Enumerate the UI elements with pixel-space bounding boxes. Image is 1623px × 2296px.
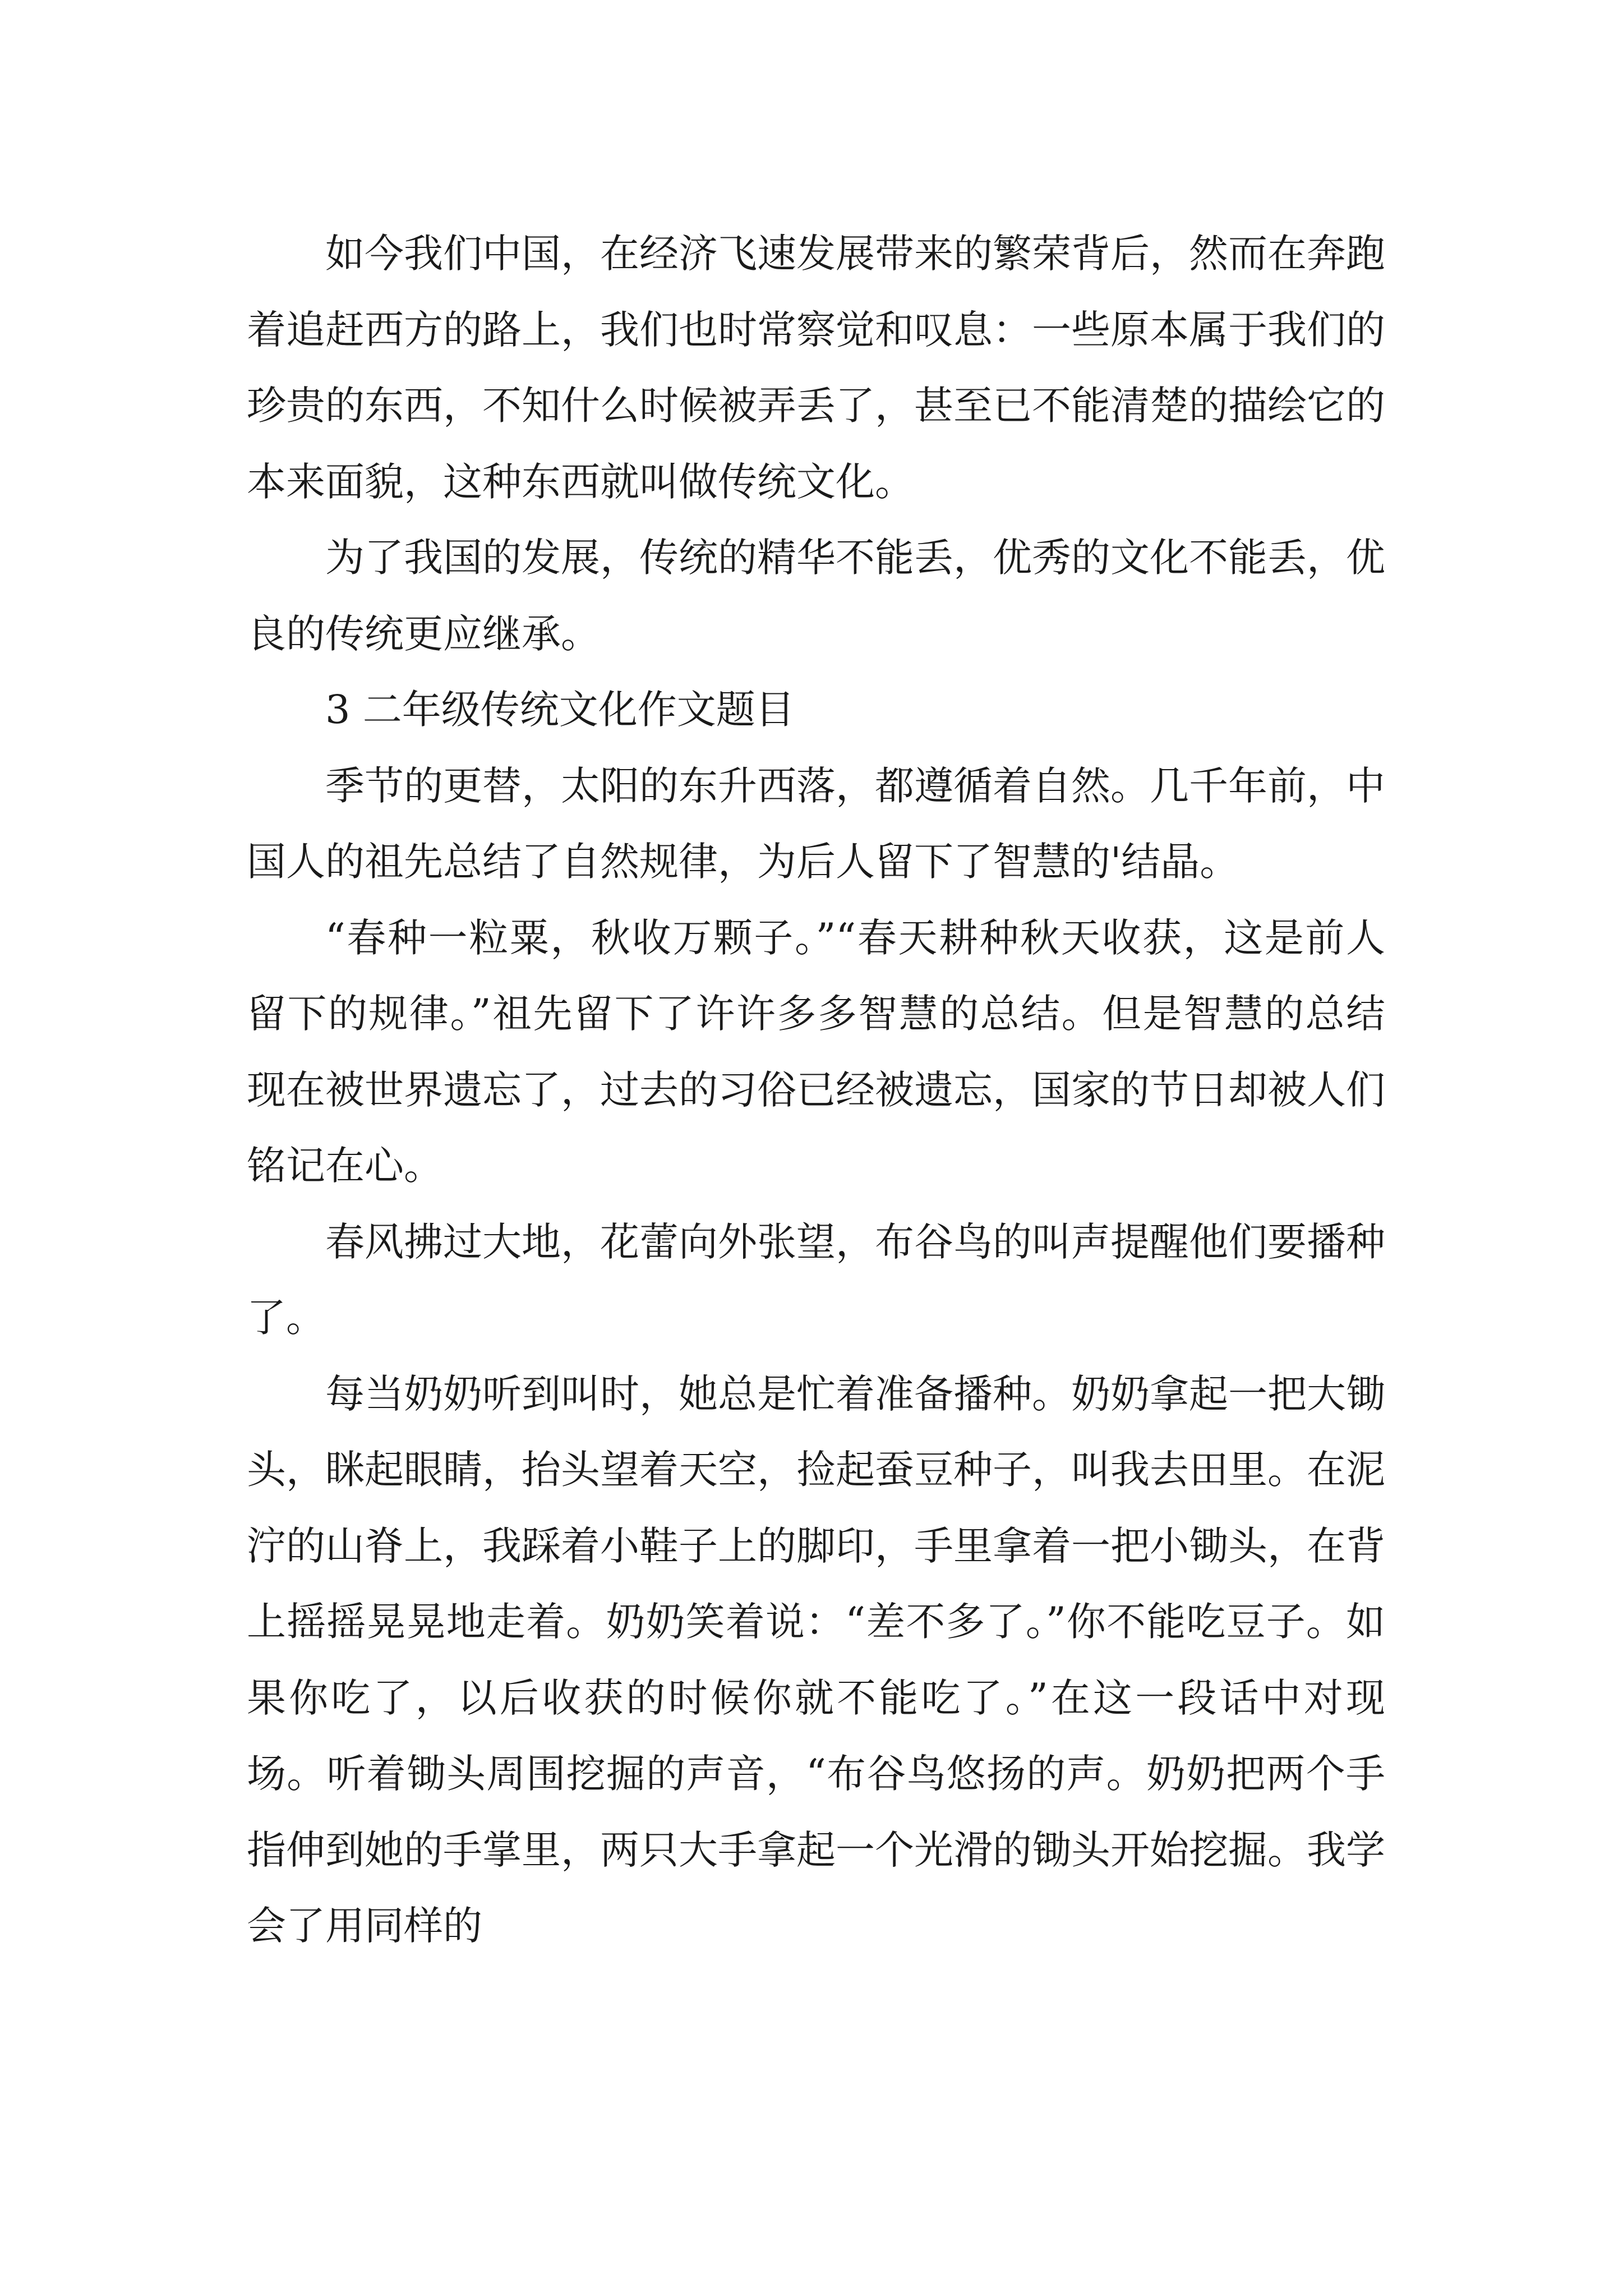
- paragraph: 为了我国的发展，传统的精华不能丢，优秀的文化不能丢，优良的传统更应继承。: [247, 535, 1385, 657]
- section-heading: 3 二年级传统文化作文题目: [325, 687, 795, 733]
- paragraph: 每当奶奶听到叫时，她总是忙着准备播种。奶奶拿起一把大锄头，眯起眼睛，抬头望着天空，捡起蚕豆种子，叫我去田里。在泥泞的山脊上，我踩着小鞋子上的脚印，手里拿着一把小锄头，在背上摇摇晃晃地走着。奶奶笑着说：“差不多了。”你不能吃豆子。如果你吃了，以后收获的时候你就不能吃了。”在这一段话中对现场。听着锄头周围挖掘的声音，“布谷鸟悠扬的声。奶奶把两个手指伸到她的手掌里，两只大手拿起一个光滑的锄头开始挖掘。我学会了用同样的: [247, 1370, 1385, 1949]
- paragraph: 如今我们中国，在经济飞速发展带来的繁荣背后，然而在奔跑着追赶西方的路上，我们也时常察觉和叹息：一些原本属于我们的珍贵的东西，不知什么时候被弄丢了，甚至已不能清楚的描绘它的本来面貌，这种东西就叫做传统文化。: [247, 231, 1385, 505]
- paragraph: “春种一粒粟，秋收万颗子。”“春天耕种秋天收获，这是前人留下的规律。”祖先留下了许许多多智慧的总结。但是智慧的总结现在被世界遗忘了，过去的习俗已经被遗忘，国家的节日却被人们铭记在心。: [247, 914, 1385, 1189]
- paragraph: 春风拂过大地，花蕾向外张望，布谷鸟的叫声提醒他们要播种了。: [247, 1218, 1385, 1341]
- paragraph: 季节的更替，太阳的东升西落，都遵循着自然。几千年前，中国人的祖先总结了自然规律，为后人留下了智慧的'结晶。: [247, 762, 1385, 885]
- document-body: [247, 216, 1385, 1964]
